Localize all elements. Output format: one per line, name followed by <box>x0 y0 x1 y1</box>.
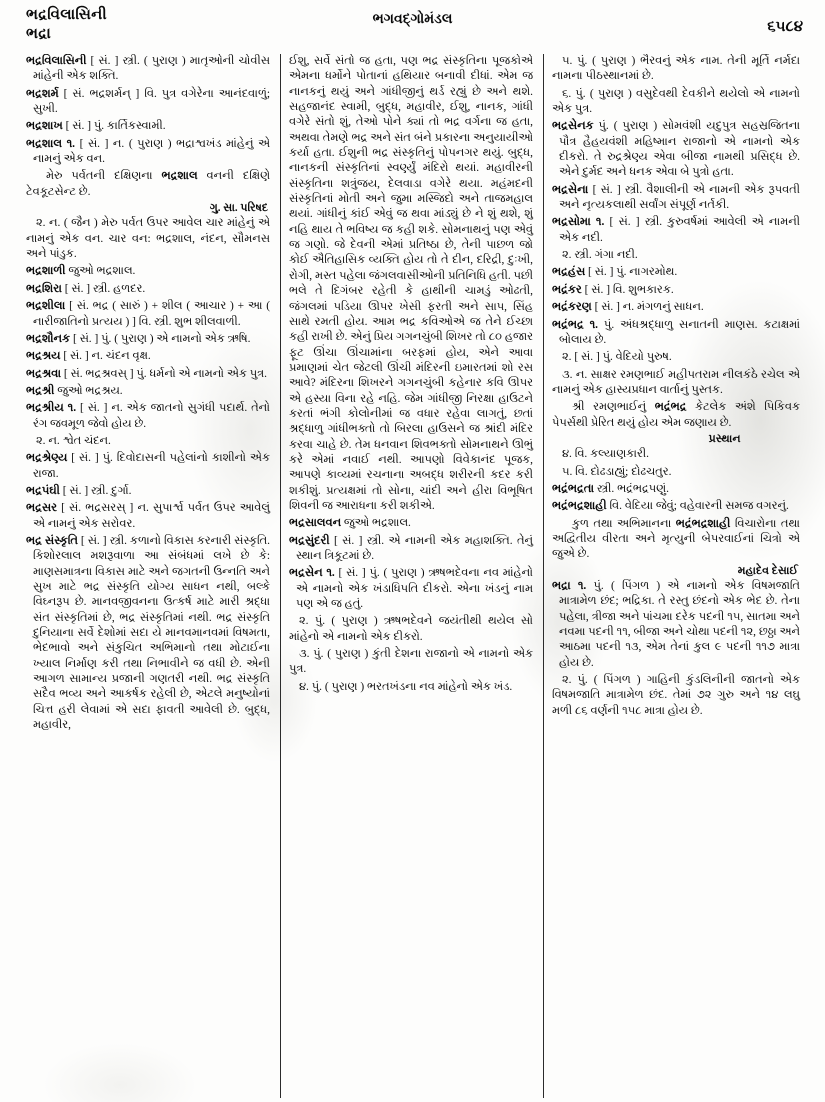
entry-headword: ભદ્રશાલ ૧. <box>26 137 76 150</box>
entry-sense: ૪. પું. ( પુરાણ ) ભરતખંડના નવ માંહેનો એક ખંડ. <box>299 680 513 693</box>
entry-definition: [ સં. ] પું. કાર્તિકસ્વામી. <box>62 120 166 133</box>
entry-headword: ભદ્રસોમા ૧. <box>552 216 605 229</box>
entry-headword: ભદ્રંકરણ <box>552 301 592 314</box>
dictionary-entry <box>26 349 270 364</box>
dictionary-entry <box>552 215 800 246</box>
dictionary-entry <box>26 367 270 382</box>
dictionary-entry <box>552 300 800 315</box>
dictionary-title: ભગવદ્ગોમંડલ <box>372 12 453 27</box>
dictionary-entry <box>26 384 270 399</box>
entry-definition: પું. અંધશ્રદ્ધાળુ સનાતની માણસ. કટાક્ષમાં બોલાય છે. <box>559 318 800 346</box>
entry-sense: ૩. ન. સાક્ષર રમણભાઈ મહીપતરામ નીલકંઠે રચેલ એ નામનું એક હાસ્યપ્રધાન વાર્તાનું પુસ્તક. <box>552 368 800 396</box>
entry-definition: [ સં. ] ન. ચંદન વૃક્ષ. <box>60 350 151 363</box>
entry-sense: ૨. સ્ત્રી. ગંગા નદી. <box>562 249 638 262</box>
entry-definition: [ સં. ભદ્રસરસ્ ] ન. સુપાર્શ્વ પર્વત ઉપર આવેલું એ નામનું એક સરોવર. <box>33 502 270 530</box>
dictionary-entry <box>26 119 270 134</box>
entry-definition: જુઓ ભદ્રશાલ. <box>65 265 136 278</box>
text-column-3 <box>544 54 810 1098</box>
inline-headword-reference: ભદ્રશાલ <box>161 170 198 183</box>
dictionary-entry <box>26 501 270 532</box>
entry-headword: ભદ્રંભદ્રતા <box>552 482 595 495</box>
entry-definition: પું. ( પુરાણ ) સોમવંશી યદુપુત્ર સહસ્રજિતના પૌત્ર હૈહયવંશી મહિષ્માન રાજાનો એ નામનો એક દીકરો. તે રુદ્રશ્રેણ્ય એવા બીજા નામથી પ્રસિદ્ધ છે. એને દુર્મદ અને ધનક એવા બે પુત્રો હતા. <box>559 120 800 179</box>
entry-definition: [ સં. ] ન. એક જાતનો સુગંધી પદાર્થ. તેનો રંગ જવમૂળ જેવો હોય છે. <box>33 402 270 430</box>
entry-definition: [ સં. ] પું. દિવોદાસની પહેલાંનો કાશીનો એક રાજા. <box>33 452 270 480</box>
source-attribution: ગુ. સા. પરિષદ <box>209 202 268 215</box>
entry-definition: [ સં. ] પું. ( પુરાણ ) ઋષભદેવના નવ માંહેનો એ નામનો એક ખંડાધિપતિ દીકરો. એના ખંડનું નામ પણ એ જ હતું. <box>296 567 533 611</box>
entry-headword: ભદ્રંકર <box>552 283 582 296</box>
entry-definition: [ સં. ભદ્ર ( સારું ) + શીલ ( આચાર ) + આ ( નારીજાતિનો પ્રત્યય ) ] વિ. સ્ત્રી. શુભ શીલવાળી. <box>33 300 270 328</box>
dictionary-entry <box>26 87 270 118</box>
entry-sense: ૩. પું. ( પુરાણ ) કુંતી દેશના રાજાનો એ નામનો એક પુત્ર. <box>289 648 533 676</box>
dictionary-entry <box>26 332 270 347</box>
text-column-1 <box>18 54 281 1098</box>
dictionary-entry <box>552 265 800 280</box>
dictionary-entry <box>552 119 800 180</box>
entry-headword: ભદ્રહંસ <box>552 266 586 279</box>
inline-headword-reference: ભદ્રંભદ્રશાહી <box>675 517 731 530</box>
entry-sense: ૨. ન. ( જૈન ) મેરુ પર્વત ઉપર આવેલ ચાર માંહેનું એ નામનું એક વન. ચાર વન: ભદ્રશાલ, નંદન, સૌમનસ અને પાંડુક. <box>26 217 270 261</box>
entry-definition: જુઓ ભદ્રશાલ. <box>341 517 411 530</box>
dictionary-entry <box>552 318 800 349</box>
dictionary-entry <box>26 299 270 330</box>
entry-headword: ભદ્રંભદ્ર ૧. <box>552 318 599 331</box>
entry-definition: [ સં. ભદ્રશર્મન્ ] વિ. પુત્ર વગેરેના આનંદવાળું; સુખી. <box>33 87 270 116</box>
entry-headword: ભદ્રશ્રવા <box>26 367 62 380</box>
entry-sense: ૪. વિ. કલ્યાણકારી. <box>562 448 649 461</box>
dictionary-entry <box>26 451 270 482</box>
entry-definition: [ સં. ] પું. નાગરમોથ. <box>585 266 678 279</box>
dictionary-entry <box>289 516 533 531</box>
entry-definition: [ સં. ] વિ. શુભકારક. <box>581 283 674 296</box>
entry-headword: ભદ્રશીલા <box>26 300 66 313</box>
entry-headword: ભદ્રસેન ૧. <box>289 567 335 580</box>
entry-sense: ૫. વિ. દોઢડાહ્યું; દોઢચતુર. <box>562 465 672 478</box>
inline-headword-reference: ભદ્રંભદ્ર <box>654 401 687 414</box>
entry-definition: [ સં. ભદ્રશ્રવસ્ ] પું. ધર્મનો એ નામનો એક પુત્ર. <box>61 367 268 380</box>
illustrative-quotation: કુળ તથા અભિમાનના ભદ્રંભદ્રશાહી વિચારોના તથા અદ્વિતીય વીરતા અને મૃત્યુની બેપરવાઈનાં ચિત્રો એ જુએ છે. <box>552 517 800 561</box>
dictionary-entry <box>26 137 270 168</box>
entry-headword: ભદ્રસેનક <box>552 120 594 133</box>
entry-sense: ૫. પું. ( પુરાણ ) ભૈરવનું એક નામ. તેની મૂર્તિ નર્મદા નામના પીઠસ્થાનમાં છે. <box>552 55 800 83</box>
entry-definition: [ સં. ] ન. ( પુરાણ ) ભદ્રાશ્વખંડ માંહેનું એ નામનું એક વન. <box>33 137 271 166</box>
entry-definition: [ સં. ] સ્ત્રી. કુરુવર્ષમાં આવેલી એ નામની એક નદી. <box>559 216 800 244</box>
entry-definition: [ સં. ] સ્ત્રી. કળાનો વિકાસ કરનારી સંસ્કૃતિ. કિશોરલાલ મશરૂવાળા આ સંબંધમાં લખે છે કે: માણસમાત્રના વિકાસ માટે અને જગતની ઉન્નતિ અને સુખ માટે ભદ્ર સંસ્કૃતિ યોગ્ય સાધન નથી, બલ્કે વિઘ્નરૂપ છે. માનવજીવનના ઉત્કર્ષ માટે મારી શ્રદ્ધા સંત સંસ્કૃતિમાં છે, ભદ્ર સંસ્કૃતિમાં નથી. ભદ્ર સંસ્કૃતિ દુનિયાના સર્વે દેશોમાં સદા યે માનવમાનવમાં વિષમતા, ભેદભાવો અને સંકુચિત અભિમાનો તથા મોટાઈના ખ્યાલ નિર્માણ કરી તથા નિભાવીને જ વધી છે. એની આગળ સામાન્ય પ્રજાની ગણતરી નથી. ભદ્ર સંસ્કૃતિ સદૈવ ભવ્ય અને આકર્ષક રહેલી છે, એટલે મનુષ્યોનાં ચિત્ત હરી લેવામાં એ સદા ફાવતી આવેલી છે. બુદ્ધ, મહાવીર, <box>33 534 270 732</box>
dictionary-entry <box>552 482 800 497</box>
dictionary-entry <box>552 183 800 214</box>
entry-headword: ભદ્રા ૧. <box>552 580 587 592</box>
entry-definition: [ સં. ] પું. ( પુરાણ ) એ નામનો એક ઋષિ. <box>70 332 251 345</box>
entry-definition: પું. ( પિંગળ ) એ નામનો એક વિષમજાતિ માત્રામેળ છંદ; ભદ્રિકા. તે રસ્તુ છંદનો એક ભેદ છે. તેના પહેલા, ત્રીજા અને પાંચમા દરેક પદની ૧૫, સાતમા અને નવમા પદની ૧૧, બીજા અને ચોથા પદની ૧૨, છઠ્ઠા અને આઠમા પદની ૧૩, એમ તેનાં કુલ ૯ પદની ૧૧૭ માત્રા હોય છે. <box>559 580 800 669</box>
illustrative-quotation: મેરુ પર્વતની દક્ષિણના ભદ્રશાલ વનની દક્ષિણે ટેવકૂટસેન્ટ છે. <box>26 170 271 198</box>
text-column-2 <box>281 54 544 1098</box>
dictionary-entry <box>26 264 270 279</box>
entry-headword: ભદ્રવિલાસિની <box>26 55 87 67</box>
page-header <box>0 0 825 52</box>
column-continuation-text: ઈશુ, સર્વે સંતો જ હતા, પણ ભદ્ર સંસ્કૃતિના પૂજકોએ એમના ધર્મોને પોતાનાં હથિયાર બનાવી દીધાં. એમ જ નાનકનું થયું અને ગાંધીજીનું થર્ડ રહ્યું છે અને થશે. સહજાનંદ સ્વામી, બુદ્ધ, મહાવીર, ઈશુ, નાનક, ગાંધી વગેરે સંતો શું, તેઓ પોને ક્યાં તો ભદ્ર વર્ગના જ હતા, અથવા તેમણે ભદ્ર અને સંત બંને પ્રકારના અનુયાયીઓ કર્યા હતા. ઈશુની ભદ્ર સંસ્કૃતિનું પોપનગર થયું. બુદ્ધ, નાનકની સંસ્કૃતિનાં સ્વર્ણ્યું મંદિરો થયાં. મહાવીરની સંસ્કૃતિના શત્રુંજય, દેલવાડા વગેરે થયા. મહંમદની સંસ્કૃતિનાં મોતી અને જુમા મસ્જિદો અને તાજમહાલ થયાં. ગાંધીનું કાંઈ એવું જ થવા માંડ્યું છે ને શું થશે, શું નહિ થાય તે ભવિષ્ય જ કહી શકે. સોમનાથનું પણ એવું જ ગણો. જે દેવની એમાં પ્રતિષ્ઠા છે, તેની પાછળ જો કોઈ ઐતિહાસિક વ્યક્તિ હોય તો તે દીન, દરિદ્રી, દુઃખી, રોગી, મસ્ત પહેલા જંગલવાસીઓની પ્રતિનિધિ હતી. પછી ભલે તે દિગંબર રહેતી કે હાથીની ચામડું ઓઢતી, જંગલમાં પડિયા ઊપર ખેસી ફરતી અને સાપ, સિંહ સાથે રમતી હોય. આમ ભદ્ર કવિઓએ જ તેને ઈચ્છા કહી રાખી છે. એનું પ્રિય ગગનચુંબી શિખર તો ૮૦ હજાર ફૂટ ઊંચા ઊંચામાંના બરફમાં હોય, એને આવા પ્રમાણમાં ચેત જેટલી ઊંચી મંદિરની ઇમારતમાં શો રસ આવે? મંદિરના શિખરને ગગનચુંબી કહેનાર કવિ ઊપર એ હસ્યા વિના રહે નહિ. જેમ ગાંધીજી નિરક્ષા હાઉટને કરતાં ભંગી કોલોનીમાં જ વધાર રહેવા લાગતું, છતાં શ્રદ્ધાળુ ગાંધીભક્તો તો બિરલા હાઉસને જ શ્રાંદી મંદિર કરવા ચાહે છે. તેમ ધનવાન શિવભક્તો સોમનાથને ઊભું કરે એમાં નવાઈ નથી. આપણો વિવેકાનંદ પૂજક, આપણે કાવ્યમાં રચનાના અબદ્ધ શરીરની કદર કરી શકીશું. પ્રત્યક્ષમાં તો સોના, ચાંદી અને હીરા વિભૂષિત શિવની જ આરાધના કરી શકીએ. <box>289 55 533 512</box>
entry-headword: ભદ્રશ્રય <box>26 350 61 363</box>
source-attribution: મહાદેવ દેસાઈ <box>737 564 798 577</box>
entry-definition: [ સં. ] સ્ત્રી. દુર્ગા. <box>59 484 132 497</box>
dictionary-entry <box>552 579 800 671</box>
dictionary-entry <box>289 534 533 565</box>
column-container <box>18 54 811 1098</box>
dictionary-entry <box>26 54 270 85</box>
entry-headword: ભદ્રશૌનક <box>26 332 71 345</box>
entry-headword: ભદ્રશાળી <box>26 265 66 278</box>
entry-sense: ૨. પું. ( પિંગળ ) ગાહિની કુંડલિનીની જાતનો એક વિષમજાતિ માત્રામેળ છંદ. તેમાં ૭૨ ગુરુ અને ૧૪ લઘુ મળી ૮૬ વર્ણની ૧૫૮ માત્રા હોય છે. <box>552 674 800 717</box>
entry-headword: ભદ્રપંઘી <box>26 484 60 497</box>
dictionary-entry <box>26 282 270 297</box>
entry-headword: ભદ્ર સંસ્કૃતિ <box>26 534 78 547</box>
entry-definition: સ્ત્રી. ભદ્રંભદ્રપણું. <box>594 482 669 495</box>
guideword-first: ભદ્રવિલાસિની <box>26 7 107 23</box>
entry-headword: ભદ્રસર <box>26 502 57 515</box>
entry-headword: ભદ્રશ્રી <box>26 384 55 397</box>
entry-headword: ભદ્રશિરા <box>26 282 62 295</box>
entry-sense: ૨. પું. ( પુરાણ ) ઋષભદેવને જયંતીથી થયેલ સો માંહેનો એ નામનો એક દીકરો. <box>289 615 533 643</box>
entry-definition: વિ. વેદિયા જેવું; વહેવારની સમજ વગરનું. <box>606 500 789 513</box>
entry-headword: ભદ્રશ્રેણ્ય <box>26 452 68 465</box>
entry-headword: ભદ્રંભદ્રશાહી <box>552 500 607 513</box>
guideword-second: ભદ્રા <box>26 26 51 42</box>
page-number: ૬૫૮૪ <box>767 19 803 35</box>
entry-sense: ૨. [ સં. ] પું. વેદિયો પુરુષ. <box>562 351 672 364</box>
source-attribution: પ્રસ્થાન <box>708 432 741 445</box>
entry-definition: [ સં. ] સ્ત્રી. વૈશાલીની એ નામની એક રૂપવતી અને નૃત્યકલાથી સર્વાંગ સંપૂર્ણ નર્તકી. <box>559 183 800 212</box>
illustrative-quotation: શ્રી રમણભાઈનું ભદ્રંભદ્ર કેટલેક અંશે પિકિવક પેપર્સથી પ્રેરિત થયું હોય એમ જણાય છે. <box>552 401 800 429</box>
dictionary-entry <box>26 534 270 733</box>
dictionary-entry <box>552 283 800 298</box>
dictionary-entry <box>289 566 533 612</box>
entry-headword: ભદ્રશર્મ <box>26 87 59 100</box>
dictionary-entry <box>26 401 270 432</box>
entry-definition: [ સં. ] સ્ત્રી. એ નામની એક મહાશક્તિ. તેનું સ્થાન ત્રિકૂટમાં છે. <box>296 534 533 562</box>
entry-definition: [ સં. ] ન. મંગળનું સાધન. <box>591 301 704 314</box>
entry-definition: જુઓ ભદ્રશ્રય. <box>54 384 123 397</box>
entry-definition: [ સં. ] સ્ત્રી. હળદર. <box>61 282 146 295</box>
entry-sense: ૨. ન. શ્વેત ચંદન. <box>36 434 111 447</box>
entry-headword: ભદ્રસેના <box>552 183 589 196</box>
entry-sense: ૬. પું. ( પુરાણ ) વસુદેવથી દેવકીને થયેલો એ નામનો એક પુત્ર. <box>552 87 800 116</box>
entry-headword: ભદ્રશ્રીય ૧. <box>26 402 77 415</box>
entry-headword: ભદ્રસુંદરી <box>289 534 330 547</box>
dictionary-entry <box>552 499 800 514</box>
entry-headword: ભદ્રસાલવન <box>289 517 342 530</box>
dictionary-entry <box>26 484 270 499</box>
entry-headword: ભદ્રશાખ <box>26 120 63 133</box>
entry-definition: [ સં. ] સ્ત્રી. ( પુરાણ ) માતૃઓની ચોવીસ માંહેની એક શક્તિ. <box>33 55 270 83</box>
